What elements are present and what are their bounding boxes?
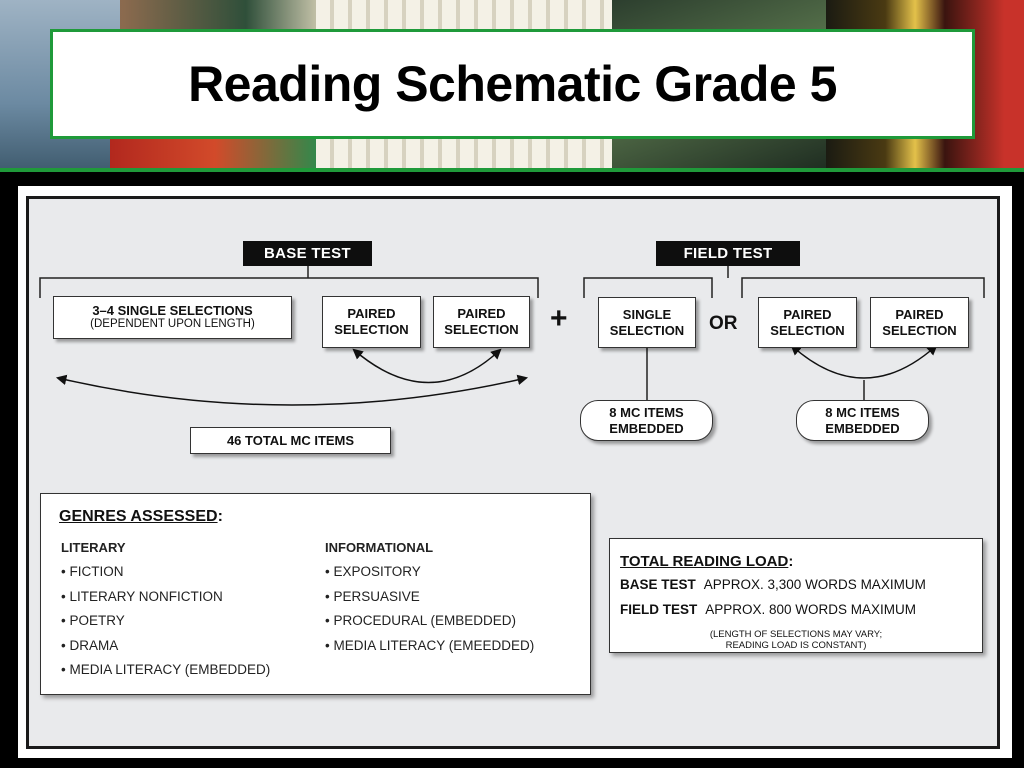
literary-item: • FICTION <box>61 564 124 579</box>
reading-load-field-row <box>620 602 916 617</box>
reading-load-base-row <box>620 577 926 592</box>
field-embedded-right <box>796 400 929 441</box>
literary-item: • LITERARY NONFICTION <box>61 588 223 604</box>
base-paired-1-line1: PAIRED <box>347 306 396 322</box>
field-paired-1-line1: PAIRED <box>783 306 832 322</box>
genres-heading-colon: : <box>217 508 223 525</box>
informational-item: • MEDIA LITERACY (EMEEDDED) <box>325 637 535 653</box>
informational-title: INFORMATIONAL <box>325 540 434 555</box>
genres-heading-text: GENRES ASSESSED <box>59 508 218 525</box>
field-paired-2-line2: SELECTION <box>882 322 957 338</box>
field-embedded-left-line1: 8 MC ITEMS <box>609 404 684 420</box>
reading-load-base-label: BASE TEST <box>620 577 696 592</box>
single-selections-label: 3–4 SINGLE SELECTIONS <box>92 302 253 318</box>
informational-column <box>325 540 534 662</box>
field-embedded-left <box>580 400 713 441</box>
field-test-tag: FIELD TEST <box>656 241 800 266</box>
field-embedded-right-line2: EMBEDDED <box>825 420 900 436</box>
base-test-tag: BASE TEST <box>243 241 372 266</box>
single-selections-box <box>53 296 292 339</box>
base-paired-1-line2: SELECTION <box>334 322 409 337</box>
reading-load-heading <box>620 553 793 570</box>
field-paired-2-line1: PAIRED <box>895 306 944 322</box>
field-embedded-right-line1: 8 MC ITEMS <box>825 404 900 420</box>
reading-load-note-line1: (LENGTH OF SELECTIONS MAY VARY; <box>709 629 883 640</box>
reading-load-note <box>610 629 982 652</box>
reading-load-field-value: APPROX. 800 WORDS MAXIMUM <box>705 602 917 617</box>
literary-item: • MEDIA LITERACY (EMBEDDED) <box>61 662 271 677</box>
reading-load-field-label: FIELD TEST <box>620 602 698 617</box>
or-label: OR <box>709 313 738 334</box>
base-paired-selection-2 <box>433 296 530 348</box>
literary-title: LITERARY <box>61 540 126 555</box>
total-mc-items-box: 46 TOTAL MC ITEMS <box>190 427 391 454</box>
informational-item: • PERSUASIVE <box>325 588 420 604</box>
informational-item: • EXPOSITORY <box>325 564 421 579</box>
field-single-line1: SINGLE <box>622 306 672 322</box>
informational-item: • PROCEDURAL (EMBEDDED) <box>325 613 516 628</box>
page-title: Reading Schematic Grade 5 <box>188 56 837 112</box>
base-paired-selection-1 <box>322 296 421 348</box>
field-paired-selection-2 <box>870 297 969 348</box>
literary-column <box>61 540 270 687</box>
reading-load-heading-colon: : <box>788 553 794 570</box>
reading-load-box <box>609 538 983 653</box>
reading-load-base-value: APPROX. 3,300 WORDS MAXIMUM <box>703 577 926 592</box>
field-embedded-left-line2: EMBEDDED <box>609 420 684 436</box>
base-paired-2-line1: PAIRED <box>457 306 506 322</box>
literary-item: • POETRY <box>61 613 125 628</box>
plus-sign: + <box>550 302 568 335</box>
genres-heading <box>59 508 223 526</box>
title-box <box>50 29 975 139</box>
single-selections-note: (DEPENDENT UPON LENGTH) <box>90 318 255 331</box>
field-single-line2: SELECTION <box>609 322 685 338</box>
banner-divider <box>0 168 1024 172</box>
field-single-selection <box>598 297 696 348</box>
literary-item: • DRAMA <box>61 637 119 653</box>
reading-load-heading-text: TOTAL READING LOAD <box>620 553 789 570</box>
field-paired-1-line2: SELECTION <box>770 322 845 338</box>
field-paired-selection-1 <box>758 297 857 348</box>
genres-assessed-box <box>40 493 591 695</box>
reading-load-note-line2: READING LOAD IS CONSTANT) <box>725 640 867 652</box>
base-paired-2-line2: SELECTION <box>444 322 519 337</box>
